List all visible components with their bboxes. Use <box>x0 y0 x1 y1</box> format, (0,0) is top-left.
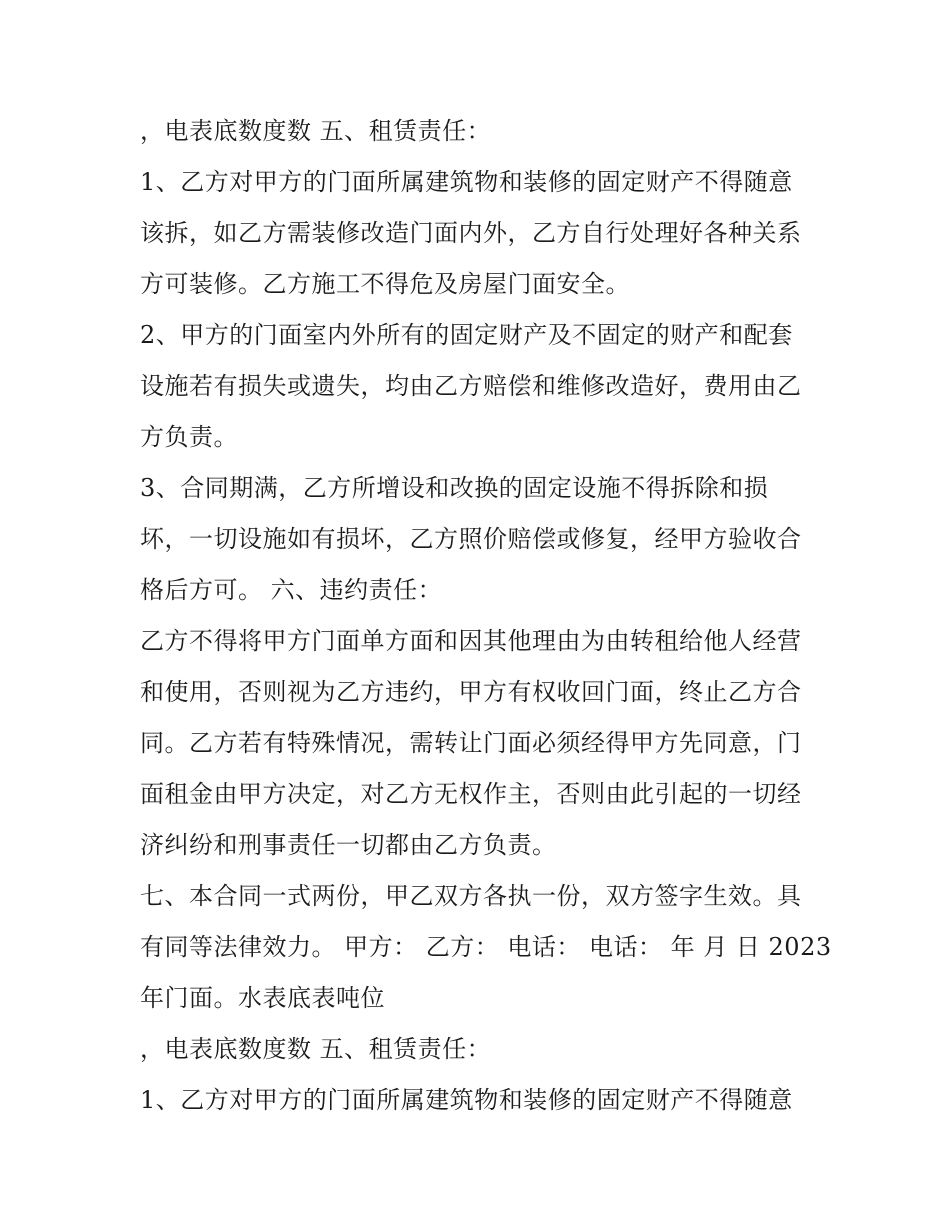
text-line: 2、甲方的门面室内外所有的固定财产及不固定的财产和配套 <box>140 321 793 349</box>
contract-text-block <box>140 106 832 1126</box>
text-line: 格后方可。 六、违约责任： <box>140 576 443 604</box>
text-line: 坏，一切设施如有损坏，乙方照价赔偿或修复，经甲方验收合 <box>140 525 802 553</box>
text-line: 面租金由甲方决定，对乙方无权作主，否则由此引起的一切经 <box>140 780 802 808</box>
text-line: 年门面。水表底表吨位 <box>140 984 385 1012</box>
text-line: 方可装修。乙方施工不得危及房屋门面安全。 <box>140 270 630 298</box>
text-line: ，电表底数度数 五、租赁责任： <box>140 1035 492 1063</box>
text-line: 方负责。 <box>140 423 238 451</box>
text-line: 3、合同期满，乙方所增设和改换的固定设施不得拆除和损 <box>140 474 769 502</box>
text-line: 该拆，如乙方需装修改造门面内外，乙方自行处理好各种关系 <box>140 219 802 247</box>
text-line: 1、乙方对甲方的门面所属建筑物和装修的固定财产不得随意 <box>140 168 793 196</box>
text-line: 济纠纷和刑事责任一切都由乙方负责。 <box>140 831 557 859</box>
text-line: 1、乙方对甲方的门面所属建筑物和装修的固定财产不得随意 <box>140 1086 793 1114</box>
text-line: 有同等法律效力。 甲方： 乙方： 电话： 电话： 年 月 日 2023 <box>140 933 832 961</box>
text-line: 乙方不得将甲方门面单方面和因其他理由为由转租给他人经营 <box>140 627 802 655</box>
text-line: 同。乙方若有特殊情况，需转让门面必须经得甲方先同意，门 <box>140 729 802 757</box>
text-line: 设施若有损失或遗失，均由乙方赔偿和维修改造好，费用由乙 <box>140 372 802 400</box>
text-line: 七、本合同一式两份，甲乙双方各执一份，双方签字生效。具 <box>140 882 802 910</box>
text-line: 和使用，否则视为乙方违约，甲方有权收回门面，终止乙方合 <box>140 678 802 706</box>
text-line: ，电表底数度数 五、租赁责任： <box>140 117 492 145</box>
